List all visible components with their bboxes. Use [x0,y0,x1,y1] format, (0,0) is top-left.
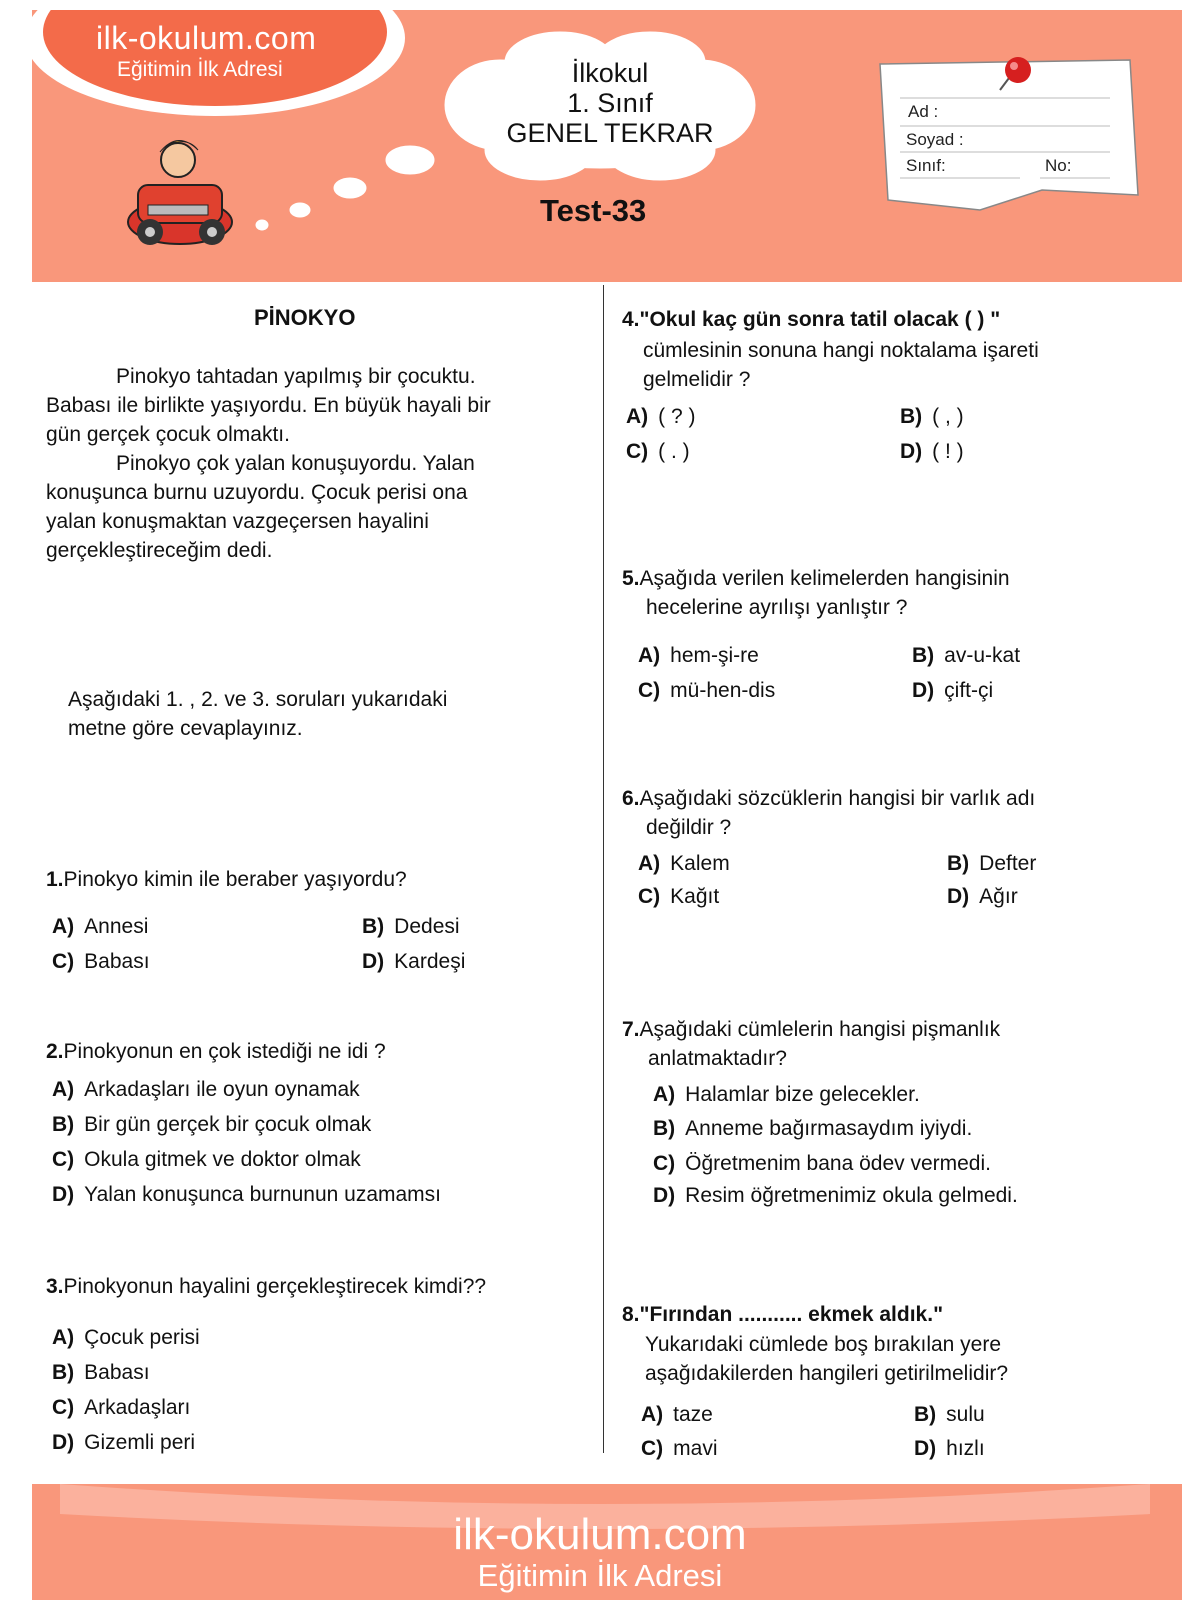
question-4-body [643,336,1039,394]
question-8 [622,1303,943,1327]
option-text: çift-çi [944,679,994,702]
q4-option-d[interactable] [900,440,964,464]
option-letter: C) [52,950,75,973]
option-letter: A) [52,915,75,938]
q4-option-c[interactable] [626,440,690,464]
q1-option-d[interactable] [362,950,465,974]
form-no-label: No: [1045,156,1072,175]
q4-option-a[interactable] [626,405,696,429]
q1-option-a[interactable] [52,915,148,939]
option-text: Kağıt [670,885,720,908]
q8-option-b[interactable] [914,1403,985,1427]
q3-option-a[interactable] [52,1326,200,1350]
q6-option-b[interactable] [947,852,1036,876]
story-line: gerçekleştireceğim dedi. [46,539,273,562]
option-letter: B) [52,1361,75,1384]
option-letter: B) [947,852,970,875]
question-text: Pinokyonun hayalini gerçekleştirecek kimdi?? [63,1275,487,1298]
q8-option-c[interactable] [641,1437,718,1461]
option-text: Babası [84,1361,150,1384]
question-8-body [645,1330,1008,1388]
q5-option-c[interactable] [638,679,775,703]
question-number: 8. [622,1303,640,1326]
option-text: ( ! ) [932,440,964,463]
option-letter: D) [900,440,923,463]
question-head: "Okul kaç gün sonra tatil olacak ( ) " [639,308,1001,331]
column-divider [603,285,604,1453]
q8-option-a[interactable] [641,1403,713,1427]
option-letter: B) [362,915,385,938]
option-text: Öğretmenim bana ödev vermedi. [685,1152,991,1175]
option-letter: B) [900,405,923,428]
q6-option-d[interactable] [947,885,1018,909]
q7-option-a[interactable] [653,1083,920,1107]
option-letter: D) [947,885,970,908]
question-line: anlatmaktadır? [648,1047,787,1070]
option-letter: A) [52,1326,75,1349]
form-ad-label: Ad : [908,102,939,121]
option-text: Defter [979,852,1037,875]
test-label: Test-33 [540,193,647,228]
option-letter: D) [362,950,385,973]
q7-option-c[interactable] [653,1152,991,1176]
q6-option-a[interactable] [638,852,730,876]
q1-option-b[interactable] [362,915,460,939]
question-number: 7. [622,1018,640,1041]
q3-option-c[interactable] [52,1396,190,1420]
cloud-line-3: GENEL TEKRAR [506,118,714,148]
option-letter: A) [626,405,649,428]
instruction-line: metne göre cevaplayınız. [68,717,303,740]
option-letter: C) [52,1396,75,1419]
cloud-line-2: 1. Sınıf [567,88,653,118]
question-7 [622,1015,1000,1073]
option-letter: A) [641,1403,664,1426]
option-text: Arkadaşları [84,1396,191,1419]
option-letter: C) [641,1437,664,1460]
option-letter: D) [912,679,935,702]
q4-option-b[interactable] [900,405,964,429]
option-text: Arkadaşları ile oyun oynamak [84,1078,360,1101]
question-number: 4. [622,308,640,331]
option-letter: A) [52,1078,75,1101]
option-letter: A) [653,1083,676,1106]
question-4 [622,308,1000,332]
q1-option-c[interactable] [52,950,150,974]
option-text: hem-şi-re [670,644,759,667]
q8-option-d[interactable] [914,1437,985,1461]
option-text: Yalan konuşunca burnunun uzamamsı [84,1183,442,1206]
q5-option-a[interactable] [638,644,759,668]
question-line: değildir ? [646,816,732,839]
cloud-line-1: İlkokul [571,58,649,88]
q2-option-c[interactable] [52,1148,361,1172]
option-text: Resim öğretmenimiz okula gelmedi. [685,1184,1018,1207]
question-6 [622,784,1035,842]
option-letter: A) [638,852,661,875]
question-number: 6. [622,787,640,810]
option-text: Babası [84,950,150,973]
question-line: aşağıdakilerden hangileri getirilmelidir? [645,1362,1009,1385]
question-line: Aşağıdaki sözcüklerin hangisi bir varlık adı [639,787,1036,810]
question-number: 2. [46,1040,64,1063]
question-1 [46,868,407,892]
option-text: sulu [946,1403,985,1426]
question-number: 3. [46,1275,64,1298]
story-line: yalan konuşmaktan vazgeçersen hayalini [46,510,429,533]
option-text: Bir gün gerçek bir çocuk olmak [84,1113,372,1136]
option-text: Okula gitmek ve doktor olmak [84,1148,361,1171]
story-line: gün gerçek çocuk olmaktı. [46,423,290,446]
question-text: Pinokyonun en çok istediği ne idi ? [63,1040,386,1063]
option-letter: B) [653,1117,676,1140]
q3-option-b[interactable] [52,1361,150,1385]
question-5 [622,564,1010,622]
q7-option-d[interactable] [653,1184,1018,1208]
option-letter: B) [914,1403,937,1426]
option-text: hızlı [946,1437,985,1460]
q6-option-c[interactable] [638,885,719,909]
question-line: gelmelidir ? [643,368,751,391]
q5-option-d[interactable] [912,679,993,703]
form-sinif-label: Sınıf: [906,156,946,175]
question-line: hecelerine ayrılışı yanlıştır ? [646,596,908,619]
option-text: taze [673,1403,713,1426]
option-letter: C) [638,885,661,908]
option-letter: B) [912,644,935,667]
question-text: Pinokyo kimin ile beraber yaşıyordu? [63,868,407,891]
site-tagline: Eğitimin İlk Adresi [117,58,283,81]
option-text: Kardeşi [394,950,466,973]
option-text: Halamlar bize gelecekler. [685,1083,920,1106]
story-title: PİNOKYO [254,305,356,330]
option-letter: C) [52,1148,75,1171]
option-letter: C) [626,440,649,463]
option-text: Annesi [84,915,149,938]
option-text: ( . ) [658,440,690,463]
question-line: Yukarıdaki cümlede boş bırakılan yere [645,1333,1002,1356]
question-line: Aşağıdaki cümlelerin hangisi pişmanlık [639,1018,1001,1041]
q2-option-d[interactable] [52,1183,441,1207]
story-line: Babası ile birlikte yaşıyordu. En büyük hayali bir [46,394,491,417]
q5-option-b[interactable] [912,644,1020,668]
instruction-line: Aşağıdaki 1. , 2. ve 3. soruları yukarıdaki [68,688,448,711]
question-3 [46,1275,486,1299]
q2-option-a[interactable] [52,1078,360,1102]
q7-option-b[interactable] [653,1117,972,1141]
option-letter: C) [638,679,661,702]
q3-option-d[interactable] [52,1431,195,1455]
option-text: mavi [673,1437,718,1460]
story-line: Pinokyo çok yalan konuşuyordu. Yalan [116,452,475,475]
footer-site-tagline: Eğitimin İlk Adresi [477,1558,723,1593]
option-letter: D) [914,1437,937,1460]
question-number: 5. [622,567,640,590]
instruction [68,685,447,743]
car-illustration [128,140,232,245]
question-2 [46,1040,386,1064]
form-soyad-label: Soyad : [906,130,964,149]
option-text: Gizemli peri [84,1431,196,1454]
option-text: Anneme bağırmasaydım iyiydi. [685,1117,973,1140]
option-text: ( ? ) [658,405,696,428]
story-line: Pinokyo tahtadan yapılmış bir çocuktu. [116,365,476,388]
q2-option-b[interactable] [52,1113,371,1137]
option-text: Kalem [670,852,730,875]
option-letter: C) [653,1152,676,1175]
story-text [46,362,566,565]
option-text: ( , ) [932,405,964,428]
option-text: Çocuk perisi [84,1326,200,1349]
question-number: 1. [46,868,64,891]
option-text: mü-hen-dis [670,679,776,702]
footer-site-title[interactable]: ilk-okulum.com [453,1510,747,1559]
option-letter: D) [653,1184,676,1207]
option-letter: D) [52,1431,75,1454]
pin-icon [990,52,1040,96]
option-text: Ağır [979,885,1018,908]
site-title[interactable]: ilk-okulum.com [96,20,317,56]
story-line: konuşunca burnu uzuyordu. Çocuk perisi ona [46,481,468,504]
option-letter: D) [52,1183,75,1206]
question-line: cümlesinin sonuna hangi noktalama işareti [643,339,1039,362]
option-text: av-u-kat [944,644,1021,667]
option-letter: A) [638,644,661,667]
option-text: Dedesi [394,915,460,938]
option-letter: B) [52,1113,75,1136]
question-line: Aşağıda verilen kelimelerden hangisinin [639,567,1010,590]
question-head: "Fırından ........... ekmek aldık." [639,1303,944,1326]
